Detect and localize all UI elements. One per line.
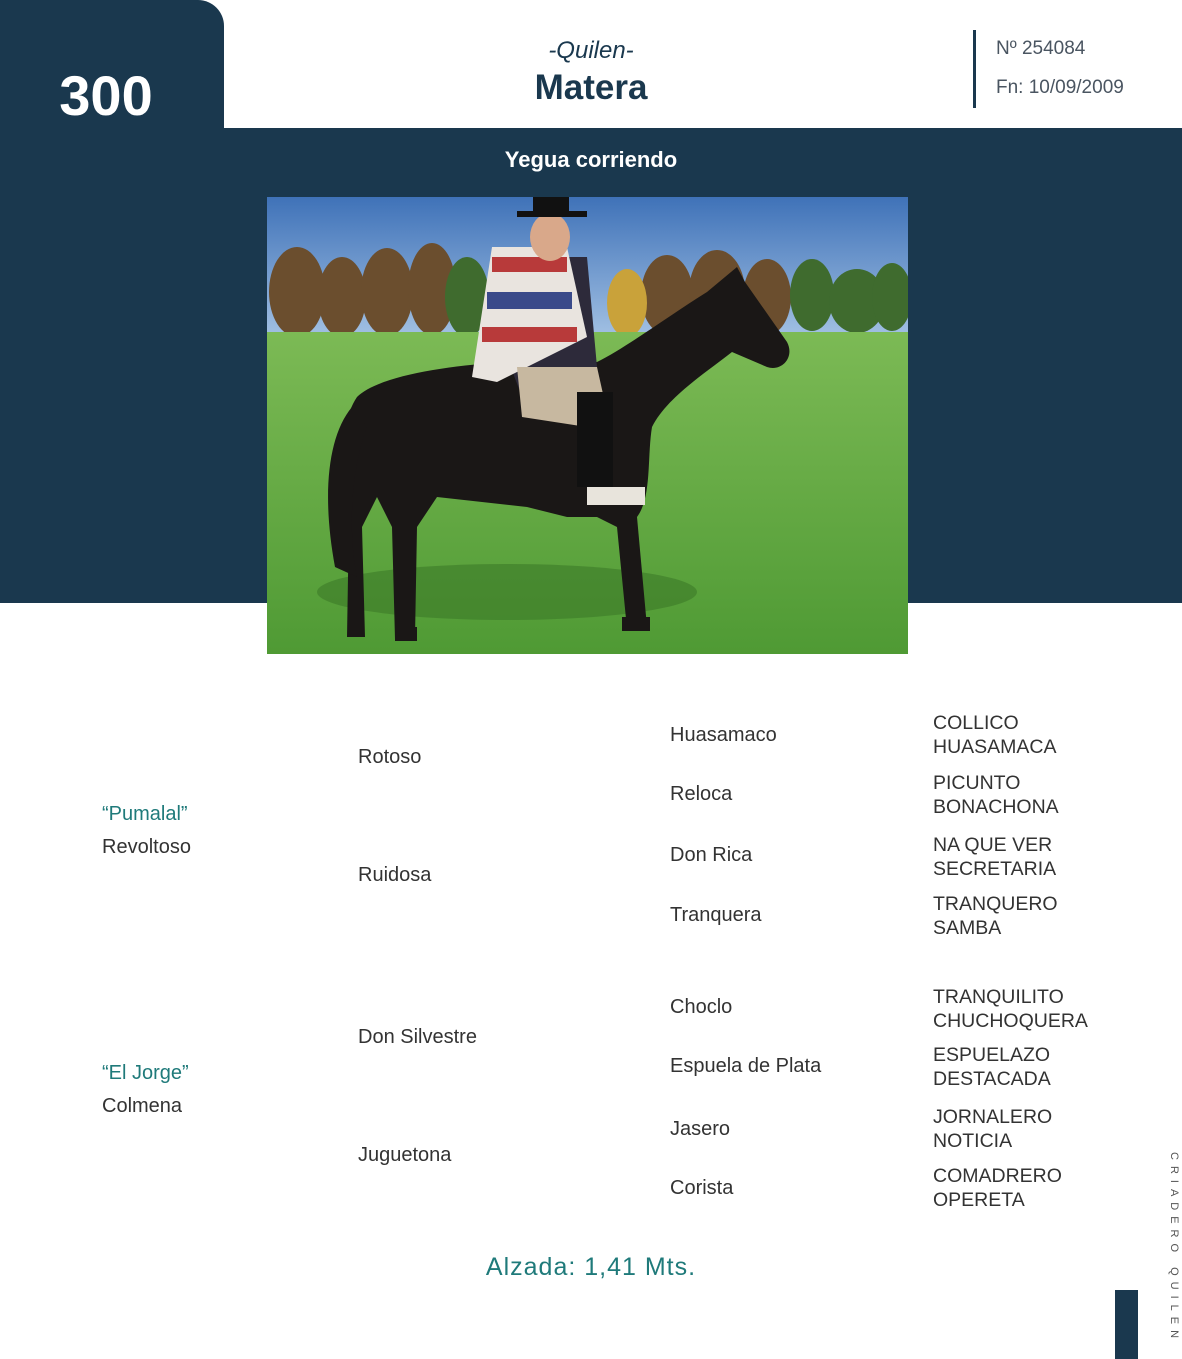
- pedigree-gen4-item: NOTICIA: [933, 1130, 1013, 1152]
- horse-name: Matera: [534, 68, 648, 107]
- side-brand-label: CRIADERO QUILEN: [1168, 1152, 1180, 1345]
- height-label: Alzada: 1,41 Mts.: [485, 1253, 697, 1281]
- birth-date: Fn: 10/09/2009: [996, 77, 1124, 98]
- pedigree-gen3-item: Huasamaco: [670, 724, 777, 746]
- pedigree-gen4-item: JORNALERO: [933, 1106, 1053, 1128]
- pedigree-gen4-item: SECRETARIA: [933, 858, 1057, 880]
- pedigree-gen4-item: ESPUELAZO: [933, 1044, 1051, 1066]
- lot-number: 300: [59, 64, 153, 127]
- pedigree-gen4-item: HUASAMACA: [933, 736, 1057, 758]
- sire-prefix: “Pumalal”: [102, 803, 188, 825]
- pedigree-gen4-item: COMADRERO: [933, 1165, 1062, 1187]
- pedigree-gen3-item: Jasero: [670, 1118, 731, 1140]
- pedigree-gen4-item: BONACHONA: [933, 796, 1059, 818]
- dam-name: Colmena: [102, 1095, 183, 1117]
- registration-number: Nº 254084: [996, 38, 1086, 59]
- pedigree-gen2-item: Ruidosa: [358, 864, 432, 886]
- dam-prefix: “El Jorge”: [102, 1062, 189, 1084]
- sire-name: Revoltoso: [102, 836, 191, 858]
- pedigree-gen4-item: PICUNTO: [933, 772, 1021, 794]
- pedigree-gen3-item: Choclo: [670, 996, 733, 1018]
- pedigree-gen4-item: OPERETA: [933, 1189, 1025, 1211]
- header-divider: [973, 30, 976, 108]
- side-accent-bar: [1115, 1290, 1138, 1359]
- pedigree-gen4-item: DESTACADA: [933, 1068, 1051, 1090]
- pedigree-gen3-item: Tranquera: [670, 904, 762, 926]
- pedigree-gen4-item: COLLICO: [933, 712, 1019, 734]
- pedigree-gen3-item: Don Rica: [670, 844, 753, 866]
- pedigree-gen4-item: SAMBA: [933, 917, 1002, 939]
- pedigree-gen4-item: NA QUE VER: [933, 834, 1053, 856]
- pedigree-gen3-item: Corista: [670, 1177, 734, 1199]
- pedigree-gen3-item: Espuela de Plata: [670, 1055, 822, 1077]
- pedigree-gen2-item: Juguetona: [358, 1144, 452, 1166]
- pedigree-gen3-item: Reloca: [670, 783, 733, 805]
- horse-photo-icon: [267, 197, 908, 654]
- pedigree-gen4-item: TRANQUERO: [933, 893, 1058, 915]
- pedigree-gen2-item: Rotoso: [358, 746, 422, 768]
- breeder-name: -Quilen-: [548, 37, 634, 64]
- pedigree-gen4-item: TRANQUILITO: [933, 986, 1064, 1008]
- pedigree-gen4-item: CHUCHOQUERA: [933, 1010, 1088, 1032]
- category-subtitle: Yegua corriendo: [504, 147, 678, 172]
- pedigree-gen2-item: Don Silvestre: [358, 1026, 477, 1048]
